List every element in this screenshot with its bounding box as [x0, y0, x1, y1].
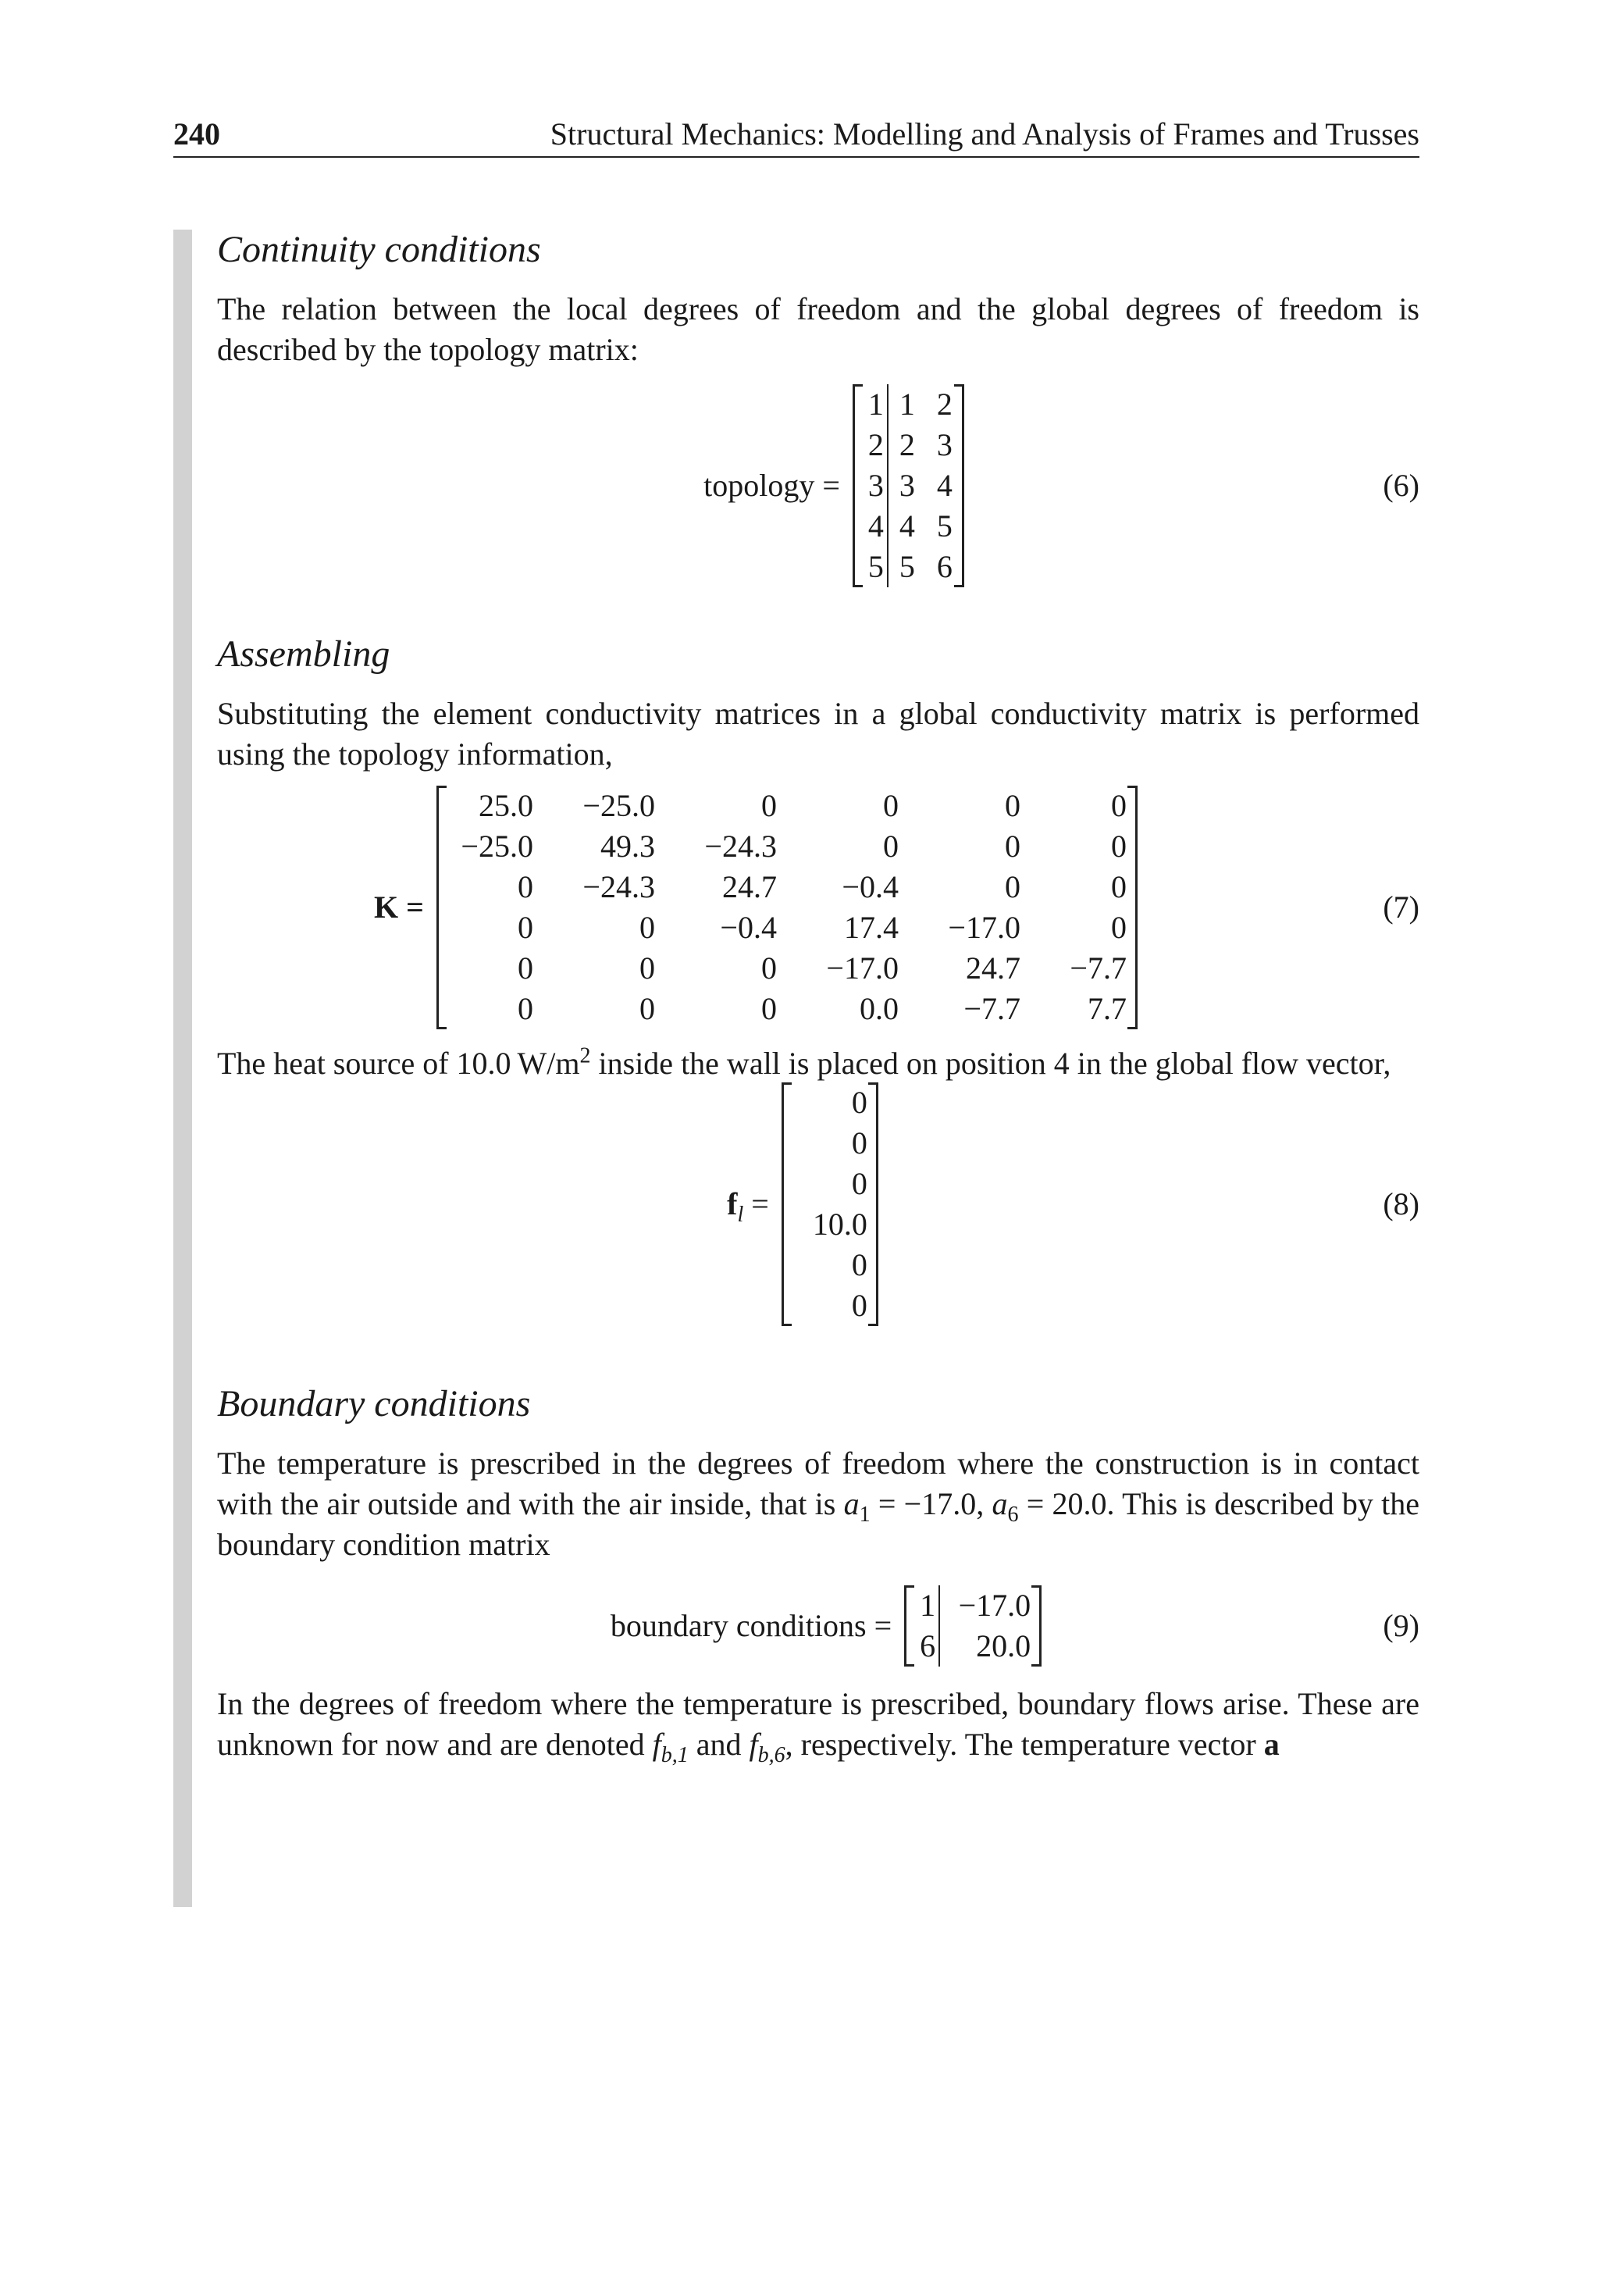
matrix-cell: −24.3: [704, 829, 777, 864]
matrix-cell: 20.0: [976, 1628, 1031, 1663]
matrix-cell: 17.4: [843, 910, 899, 945]
matrix-cell: 0: [851, 1288, 867, 1323]
matrix-cell: 10.0: [812, 1207, 867, 1242]
matrix-cell: 0: [1110, 829, 1127, 864]
matrix-row: [864, 547, 953, 587]
eq9-number: (9): [1383, 1608, 1419, 1643]
matrix-row: [792, 1204, 867, 1245]
matrix-row: [447, 786, 1127, 826]
matrix-cell: 0: [517, 869, 533, 904]
running-head: [173, 116, 1419, 158]
matrix-cell: 25.0: [478, 788, 533, 823]
matrix-row: [447, 826, 1127, 867]
matrix-cell: 2: [899, 427, 915, 462]
equation-9: [217, 1585, 1419, 1667]
boundary-matrix: [904, 1585, 1042, 1667]
continuity-paragraph: The relation between the local degrees of freedom and the global degrees of freedom is described by the topology matrix:: [217, 291, 1419, 367]
eq6-number: (6): [1383, 468, 1419, 503]
example-sidebar-bar: [173, 230, 192, 1907]
boundary-paragraph: The temperature is prescribed in the degrees of freedom where the construction is in contact with the air outside and with the air inside, that is $a_1 = -17.0$, $a_6 = 20.0$. This is described by the boundary condition matrix: [217, 1446, 1419, 1562]
matrix-cell: 0: [639, 991, 655, 1026]
matrix-cell: 0: [1110, 910, 1127, 945]
example-content: [217, 226, 1419, 1765]
matrix-cell: −7.7: [963, 991, 1020, 1026]
matrix-cell: −25.0: [461, 829, 533, 864]
topology-matrix: [853, 384, 964, 587]
heading-continuity: Continuity conditions: [217, 229, 541, 270]
matrix-cell: −0.4: [720, 910, 777, 945]
matrix-row: [915, 1626, 1031, 1667]
matrix-cell: 0: [517, 910, 533, 945]
eq9-lhs: boundary conditions =: [610, 1608, 892, 1643]
matrix-row: [864, 506, 953, 547]
matrix-cell: 0: [851, 1247, 867, 1282]
matrix-cell: −17.0: [958, 1588, 1031, 1623]
matrix-cell: 0: [851, 1085, 867, 1120]
matrix-cell: 0: [639, 910, 655, 945]
matrix-cell: 3: [864, 465, 888, 506]
matrix-cell: −7.7: [1070, 950, 1127, 986]
matrix-row: [864, 384, 953, 425]
matrix-cell: 0: [760, 991, 777, 1026]
matrix-cell: −24.3: [582, 869, 655, 904]
matrix-cell: 0.0: [859, 991, 899, 1026]
matrix-cell: 3: [936, 427, 953, 462]
matrix-cell: 0: [882, 788, 899, 823]
matrix-row: [792, 1285, 867, 1326]
matrix-row: [792, 1164, 867, 1204]
eq6-lhs: topology =: [703, 468, 840, 503]
matrix-cell: 1: [899, 387, 915, 422]
matrix-cell: 5: [936, 508, 953, 544]
matrix-cell: 4: [899, 508, 915, 544]
matrix-cell: 0: [1004, 829, 1020, 864]
equation-6: [217, 384, 1419, 587]
matrix-row: [792, 1245, 867, 1285]
matrix-cell: 0: [851, 1166, 867, 1201]
matrix-cell: −25.0: [582, 788, 655, 823]
matrix-row: [447, 907, 1127, 948]
equation-8: [217, 1082, 1419, 1326]
matrix-row: [864, 465, 953, 506]
heading-boundary: Boundary conditions: [217, 1383, 531, 1424]
matrix-cell: 24.7: [721, 869, 777, 904]
matrix-row: [864, 425, 953, 465]
matrix-cell: 4: [864, 506, 888, 547]
matrix-cell: 0: [851, 1125, 867, 1160]
matrix-row: [792, 1123, 867, 1164]
matrix-cell: 7.7: [1087, 991, 1127, 1026]
matrix-cell: 5: [864, 547, 888, 587]
matrix-cell: 0: [639, 950, 655, 986]
matrix-cell: 0: [882, 829, 899, 864]
matrix-cell: 2: [936, 387, 953, 422]
matrix-row: [447, 948, 1127, 989]
matrix-cell: 0: [1004, 788, 1020, 823]
page-number: 240: [173, 116, 220, 152]
book-title: Structural Mechanics: Modelling and Analysis of Frames and Trusses: [550, 116, 1419, 152]
matrix-cell: 0: [1110, 788, 1127, 823]
matrix-cell: 2: [864, 425, 888, 465]
matrix-row: [915, 1585, 1031, 1626]
matrix-cell: 0: [517, 991, 533, 1026]
matrix-cell: −17.0: [948, 910, 1020, 945]
assembling-paragraph: Substituting the element conductivity matrices in a global conductivity matrix is performed using the topology information,: [217, 696, 1419, 772]
matrix-cell: 0: [1004, 869, 1020, 904]
matrix-cell: 24.7: [965, 950, 1020, 986]
conductivity-matrix: [436, 786, 1138, 1029]
matrix-cell: 5: [899, 549, 915, 584]
matrix-cell: 4: [936, 468, 953, 503]
matrix-cell: 6: [936, 549, 953, 584]
matrix-cell: 0: [760, 788, 777, 823]
eq7-lhs: K =: [374, 890, 424, 925]
matrix-row: [447, 867, 1127, 907]
matrix-cell: 6: [915, 1626, 939, 1667]
matrix-cell: 3: [899, 468, 915, 503]
equation-7: [217, 786, 1419, 1029]
matrix-cell: 49.3: [600, 829, 655, 864]
eq7-number: (7): [1383, 890, 1419, 925]
matrix-cell: 0: [1110, 869, 1127, 904]
matrix-cell: −17.0: [826, 950, 899, 986]
matrix-row: [447, 989, 1127, 1029]
boundary-flow-paragraph: In the degrees of freedom where the temperature is prescribed, boundary flows arise. These are unknown for now and are denoted $f_{b,1}$ and $f_{b,6}$, respectively. The temperature vector a: [217, 1686, 1419, 1767]
matrix-cell: 0: [760, 950, 777, 986]
matrix-cell: −0.4: [842, 869, 899, 904]
matrix-cell: 1: [915, 1585, 939, 1626]
eq8-lhs: $f_l$ =: [727, 1186, 769, 1227]
matrix-cell: 1: [864, 384, 888, 425]
matrix-cell: 0: [517, 950, 533, 986]
heading-assembling: Assembling: [217, 633, 390, 675]
eq8-number: (8): [1383, 1186, 1419, 1221]
matrix-row: [792, 1082, 867, 1123]
heat-source-paragraph: The heat source of 10.0 $W/m^2$ inside the wall is placed on position 4 in the global flow vector,: [217, 1043, 1391, 1081]
flow-vector: [782, 1082, 878, 1326]
